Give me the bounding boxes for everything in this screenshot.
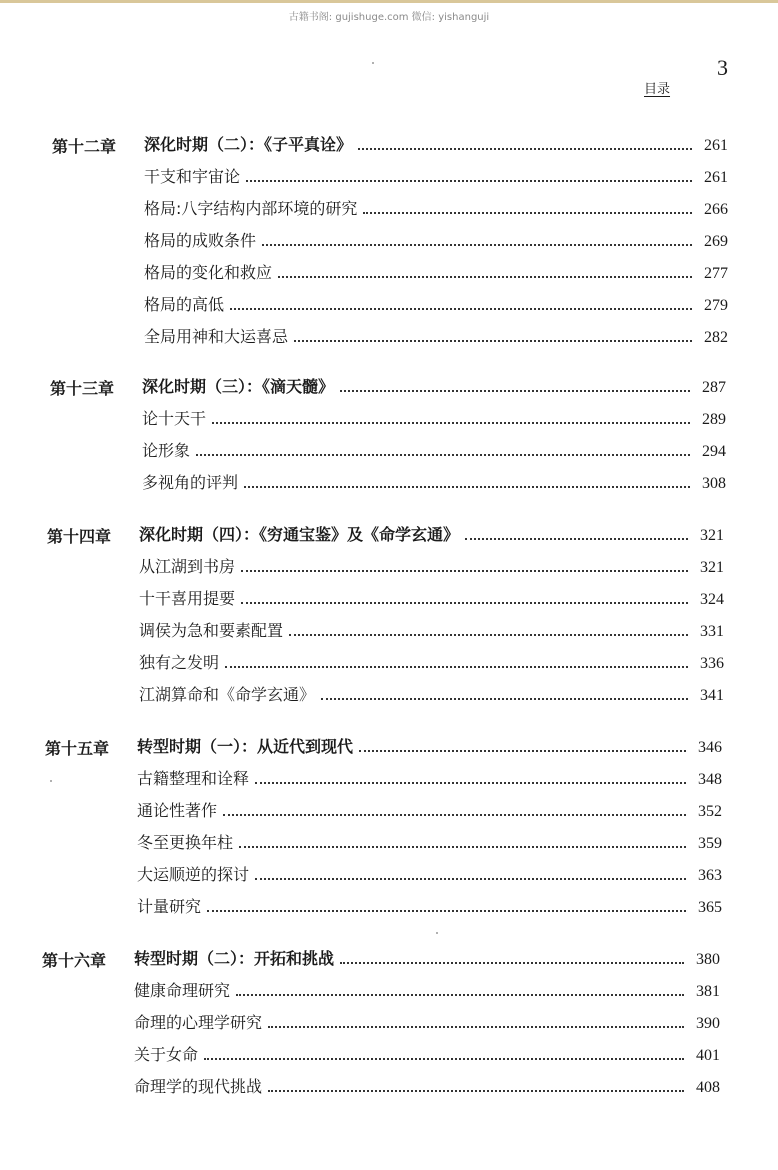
page-ref: 346 — [698, 739, 722, 756]
dot-leader — [289, 633, 688, 636]
page-ref: 289 — [702, 411, 726, 428]
entry-title: 健康命理研究 — [134, 981, 231, 1000]
page-ref: 308 — [702, 475, 726, 492]
dot-leader — [340, 389, 690, 392]
chapter-label: 第十四章 — [47, 527, 112, 546]
dot-leader — [294, 339, 692, 342]
page-ref: 352 — [698, 803, 722, 820]
dot-leader — [262, 243, 692, 246]
page-ref: 363 — [698, 867, 722, 884]
page-ref: 390 — [696, 1015, 720, 1032]
toc-entry-row — [134, 1010, 720, 1034]
dot-leader — [358, 147, 692, 150]
entry-title: 格局:八字结构内部环境的研究 — [144, 199, 358, 218]
chapter-title: 深化时期（四）：《穷通宝鉴》及《命学玄通》 — [139, 525, 460, 544]
dot-leader — [196, 453, 690, 456]
toc-entry-row — [142, 406, 726, 430]
toc-entry-row — [139, 618, 724, 642]
entry-title: 大运顺逆的探讨 — [137, 865, 250, 884]
chapter-title: 转型时期（一）：从近代到现代 — [137, 737, 354, 756]
toc-entry-row — [144, 228, 728, 252]
entry-title: 论形象 — [142, 441, 191, 460]
toc-entry-row — [139, 682, 724, 706]
entry-title: 十干喜用提要 — [139, 589, 236, 608]
entry-title: 格局的高低 — [144, 295, 225, 314]
toc-entry-row — [137, 862, 722, 886]
dot-leader — [223, 813, 686, 816]
chapter-title: 深化时期（二）：《子平真诠》 — [144, 135, 353, 154]
page-ref: 380 — [696, 951, 720, 968]
page-ref: 282 — [704, 329, 728, 346]
toc-entry-row — [139, 554, 724, 578]
scan-speck — [372, 62, 374, 64]
toc-entry-row — [134, 1042, 720, 1066]
page-ref: 359 — [698, 835, 722, 852]
page-ref: 261 — [704, 137, 728, 154]
dot-leader — [363, 211, 692, 214]
page-ref: 408 — [696, 1079, 720, 1096]
toc-entry-row — [139, 650, 724, 674]
toc-entry-row — [137, 798, 722, 822]
dot-leader — [241, 569, 688, 572]
chapter-title: 转型时期（二）：开拓和挑战 — [134, 949, 335, 968]
dot-leader — [204, 1057, 684, 1060]
chapter-heading-row — [137, 734, 722, 758]
toc-entry-row — [142, 438, 726, 462]
toc-entry-row — [144, 164, 728, 188]
entry-title: 多视角的评判 — [142, 473, 239, 492]
entry-title: 命理的心理学研究 — [134, 1013, 263, 1032]
entry-title: 格局的变化和救应 — [144, 263, 273, 282]
page-ref: 401 — [696, 1047, 720, 1064]
scan-speck — [50, 780, 52, 782]
chapter-heading-row — [144, 132, 728, 156]
entry-title: 古籍整理和诠释 — [137, 769, 250, 788]
toc-entry-row — [144, 292, 728, 316]
chapter-heading-row — [134, 946, 720, 970]
page-ref: 279 — [704, 297, 728, 314]
page-ref: 261 — [704, 169, 728, 186]
page-ref: 287 — [702, 379, 726, 396]
entry-title: 独有之发明 — [139, 653, 220, 672]
dot-leader — [255, 877, 686, 880]
dot-leader — [278, 275, 692, 278]
entry-title: 通论性著作 — [137, 801, 218, 820]
chapter-label: 第十六章 — [42, 951, 107, 970]
page-ref: 341 — [700, 687, 724, 704]
chapter-heading-row — [139, 522, 724, 546]
dot-leader — [241, 601, 688, 604]
scan-speck — [436, 932, 438, 934]
entry-title: 论十天干 — [142, 409, 207, 428]
toc-entry-row — [144, 196, 728, 220]
entry-title: 全局用神和大运喜忌 — [144, 327, 289, 346]
dot-leader — [321, 697, 688, 700]
section-title: 目录 — [644, 82, 671, 97]
entry-title: 从江湖到书房 — [139, 557, 236, 576]
toc-entry-row — [137, 766, 722, 790]
dot-leader — [225, 665, 688, 668]
entry-title: 干支和宇宙论 — [144, 167, 241, 186]
dot-leader — [239, 845, 686, 848]
entry-title: 调侯为急和要素配置 — [139, 621, 284, 640]
toc-entry-row — [137, 894, 722, 918]
page-ref: 324 — [700, 591, 724, 608]
dot-leader — [359, 749, 686, 752]
dot-leader — [268, 1025, 684, 1028]
chapter-label: 第十五章 — [45, 739, 110, 758]
page-ref: 381 — [696, 983, 720, 1000]
page-number: 3 — [717, 55, 728, 80]
toc-entry-row — [134, 978, 720, 1002]
dot-leader — [236, 993, 684, 996]
toc-entry-row — [144, 324, 728, 348]
page-ref: 321 — [700, 527, 724, 544]
chapter-label: 第十二章 — [52, 137, 117, 156]
page-ref: 294 — [702, 443, 726, 460]
page-ref: 266 — [704, 201, 728, 218]
page-ref: 336 — [700, 655, 724, 672]
watermark: 古籍书阁: gujishuge.com 微信: yishanguji — [288, 12, 490, 23]
page-ref: 277 — [704, 265, 728, 282]
chapter-title: 深化时期（三）：《滴天髓》 — [142, 377, 335, 396]
dot-leader — [244, 485, 690, 488]
entry-title: 江湖算命和《命学玄通》 — [139, 685, 316, 704]
dot-leader — [212, 421, 690, 424]
entry-title: 计量研究 — [137, 897, 202, 916]
dot-leader — [268, 1089, 684, 1092]
dot-leader — [246, 179, 692, 182]
toc-entry-row — [137, 830, 722, 854]
page-ref: 365 — [698, 899, 722, 916]
chapter-label: 第十三章 — [50, 379, 115, 398]
page-ref: 331 — [700, 623, 724, 640]
dot-leader — [340, 961, 684, 964]
entry-title: 关于女命 — [134, 1045, 199, 1064]
dot-leader — [255, 781, 686, 784]
dot-leader — [230, 307, 692, 310]
toc-entry-row — [139, 586, 724, 610]
chapter-heading-row — [142, 374, 726, 398]
toc-entry-row — [142, 470, 726, 494]
entry-title: 冬至更换年柱 — [137, 833, 234, 852]
page-ref: 269 — [704, 233, 728, 250]
entry-title: 格局的成败条件 — [144, 231, 257, 250]
page-ref: 348 — [698, 771, 722, 788]
toc-entry-row — [144, 260, 728, 284]
page-ref: 321 — [700, 559, 724, 576]
dot-leader — [207, 909, 686, 912]
toc-entry-row — [134, 1074, 720, 1098]
dot-leader — [465, 537, 688, 540]
entry-title: 命理学的现代挑战 — [134, 1077, 263, 1096]
